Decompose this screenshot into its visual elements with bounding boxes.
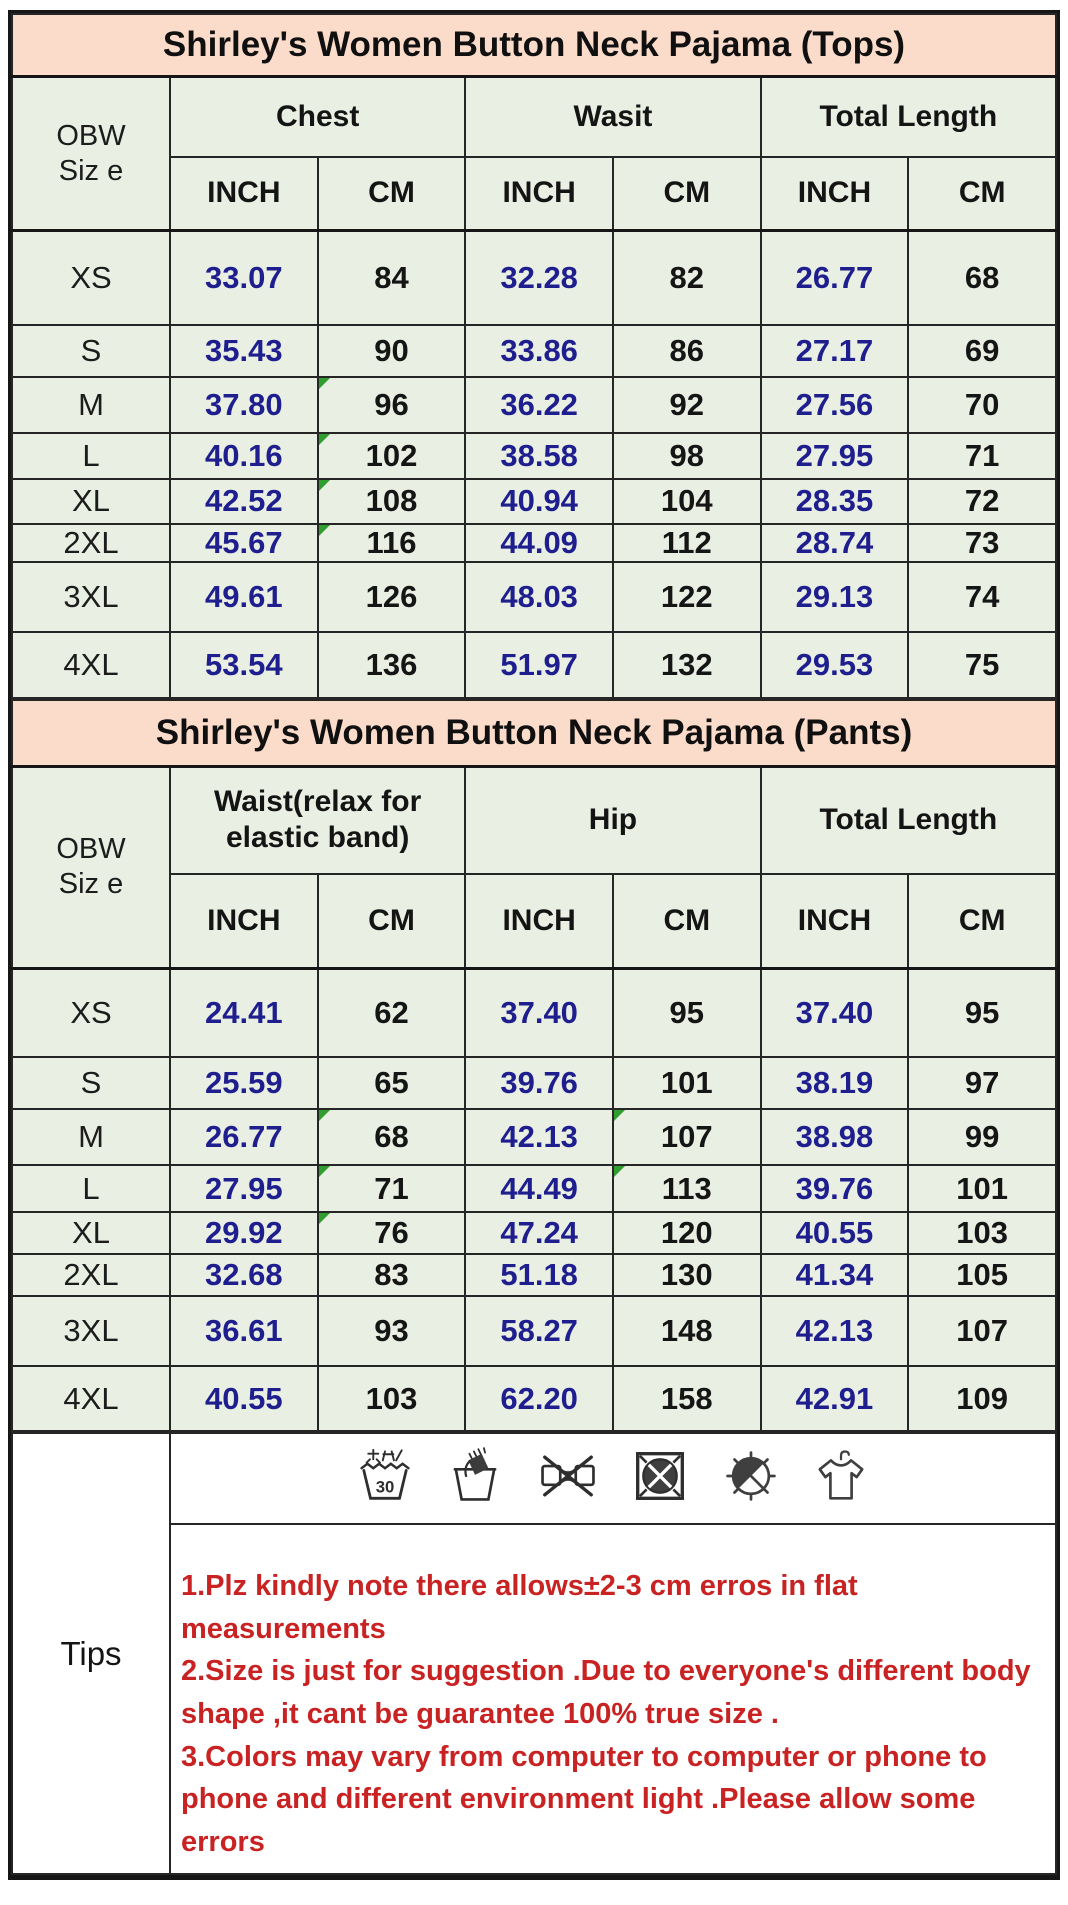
cell-corner-mark <box>319 1213 330 1224</box>
size-label: XS <box>12 968 170 1057</box>
inch-value-cell: 38.58 <box>465 433 613 479</box>
inch-value-cell: 39.76 <box>465 1057 613 1109</box>
inch-value-cell: 40.16 <box>170 433 318 479</box>
inch-unit-header: INCH <box>761 874 909 968</box>
size-label: S <box>12 1057 170 1109</box>
table-row <box>12 524 1056 562</box>
cm-value-cell: 75 <box>908 632 1056 698</box>
cm-value-cell: 90 <box>318 325 466 377</box>
table-row <box>12 1296 1056 1366</box>
hip-header: Hip <box>465 766 760 874</box>
hang-dry-icon <box>812 1447 870 1510</box>
inch-value-cell: 36.22 <box>465 377 613 433</box>
total-length-header: Total Length <box>761 766 1056 874</box>
table-row <box>12 1212 1056 1254</box>
inch-value-cell: 38.98 <box>761 1109 909 1165</box>
inch-value-cell: 26.77 <box>761 231 909 325</box>
cm-value-cell: 102 <box>318 433 466 479</box>
table-row <box>12 479 1056 524</box>
inch-value-cell: 49.61 <box>170 562 318 632</box>
tips-text-cell <box>170 1524 1056 1874</box>
pants-size-table <box>11 699 1057 1433</box>
cm-value-cell: 107 <box>908 1296 1056 1366</box>
cm-value-cell: 132 <box>613 632 761 698</box>
cm-value-cell: 68 <box>318 1109 466 1165</box>
cell-corner-mark <box>319 480 330 491</box>
inch-value-cell: 42.52 <box>170 479 318 524</box>
inch-value-cell: 37.80 <box>170 377 318 433</box>
table-row <box>12 1057 1056 1109</box>
cm-value-cell: 74 <box>908 562 1056 632</box>
tops-title-row <box>12 14 1056 77</box>
size-label: 2XL <box>12 524 170 562</box>
cm-unit-header: CM <box>613 157 761 231</box>
inch-value-cell: 29.92 <box>170 1212 318 1254</box>
size-header-line1: OBW <box>56 833 126 866</box>
inch-unit-header: INCH <box>465 157 613 231</box>
cell-corner-mark <box>319 1166 330 1177</box>
inch-unit-header: INCH <box>170 157 318 231</box>
inch-value-cell: 41.34 <box>761 1254 909 1296</box>
care-icons-row <box>12 1433 1056 1524</box>
total-length-header: Total Length <box>761 77 1056 157</box>
tip-item-1: 1.Plz kindly note there allows±2-3 cm erros in flat measurements <box>181 1570 858 1645</box>
cm-value-cell: 97 <box>908 1057 1056 1109</box>
tip-item-3: 3.Colors may vary from computer to computer or phone to phone and different environment light .Please allow some errors <box>181 1740 987 1858</box>
inch-value-cell: 27.95 <box>170 1165 318 1212</box>
cm-value-cell: 96 <box>318 377 466 433</box>
cm-value-cell: 86 <box>613 325 761 377</box>
cm-value-cell: 62 <box>318 968 466 1057</box>
inch-value-cell: 33.07 <box>170 231 318 325</box>
cm-value-cell: 84 <box>318 231 466 325</box>
cell-corner-mark <box>319 1110 330 1121</box>
cm-value-cell: 103 <box>908 1212 1056 1254</box>
size-column-header <box>12 77 170 231</box>
inch-value-cell: 42.13 <box>465 1109 613 1165</box>
inch-value-cell: 42.91 <box>761 1366 909 1431</box>
cm-value-cell: 148 <box>613 1296 761 1366</box>
inch-value-cell: 39.76 <box>761 1165 909 1212</box>
inch-value-cell: 27.56 <box>761 377 909 433</box>
cm-value-cell: 105 <box>908 1254 1056 1296</box>
tops-group-header-row <box>12 77 1056 157</box>
inch-value-cell: 51.18 <box>465 1254 613 1296</box>
inch-unit-header: INCH <box>465 874 613 968</box>
size-column-header <box>12 766 170 968</box>
table-row <box>12 632 1056 698</box>
size-header-line1: OBW <box>56 119 126 152</box>
cm-value-cell: 101 <box>908 1165 1056 1212</box>
cm-value-cell: 103 <box>318 1366 466 1431</box>
cell-corner-mark <box>319 434 330 445</box>
pants-group-header-row <box>12 766 1056 874</box>
cm-value-cell: 101 <box>613 1057 761 1109</box>
inch-value-cell: 47.24 <box>465 1212 613 1254</box>
cm-value-cell: 112 <box>613 524 761 562</box>
care-icons-cell <box>170 1433 1056 1524</box>
cm-value-cell: 120 <box>613 1212 761 1254</box>
inch-unit-header: INCH <box>761 157 909 231</box>
size-label: 4XL <box>12 632 170 698</box>
inch-value-cell: 37.40 <box>465 968 613 1057</box>
waist-header: Wasit <box>465 77 760 157</box>
waist-elastic-header: Waist(relax for elastic band) <box>170 766 465 874</box>
inch-value-cell: 44.49 <box>465 1165 613 1212</box>
inch-value-cell: 27.95 <box>761 433 909 479</box>
size-label: XL <box>12 1212 170 1254</box>
cm-value-cell: 70 <box>908 377 1056 433</box>
pants-title-row <box>12 700 1056 767</box>
inch-value-cell: 37.40 <box>761 968 909 1057</box>
table-row <box>12 377 1056 433</box>
cm-value-cell: 71 <box>318 1165 466 1212</box>
table-row <box>12 325 1056 377</box>
cm-value-cell: 108 <box>318 479 466 524</box>
inch-value-cell: 62.20 <box>465 1366 613 1431</box>
no-tumble-dry-icon <box>631 1447 689 1510</box>
inch-value-cell: 29.53 <box>761 632 909 698</box>
cm-value-cell: 65 <box>318 1057 466 1109</box>
size-label: 3XL <box>12 1296 170 1366</box>
cm-value-cell: 83 <box>318 1254 466 1296</box>
inch-value-cell: 24.41 <box>170 968 318 1057</box>
inch-value-cell: 28.74 <box>761 524 909 562</box>
tips-label: Tips <box>12 1433 170 1874</box>
size-label: M <box>12 377 170 433</box>
table-row <box>12 968 1056 1057</box>
size-label: 4XL <box>12 1366 170 1431</box>
table-row <box>12 562 1056 632</box>
tip-item-2: 2.Size is just for suggestion .Due to everyone's different body shape ,it cant be guarantee 100% true size . <box>181 1655 1031 1730</box>
inch-value-cell: 40.55 <box>170 1366 318 1431</box>
cell-corner-mark <box>614 1110 625 1121</box>
cm-value-cell: 95 <box>613 968 761 1057</box>
inch-value-cell: 35.43 <box>170 325 318 377</box>
size-label: L <box>12 433 170 479</box>
size-label: 2XL <box>12 1254 170 1296</box>
wash-temperature: 30 <box>375 1477 395 1497</box>
cell-corner-mark <box>614 1166 625 1177</box>
no-sun-dry-icon <box>722 1447 780 1510</box>
cell-corner-mark <box>319 525 330 536</box>
size-label: S <box>12 325 170 377</box>
cm-value-cell: 116 <box>318 524 466 562</box>
inch-value-cell: 51.97 <box>465 632 613 698</box>
cm-unit-header: CM <box>613 874 761 968</box>
size-header-line2: Siz e <box>58 154 124 187</box>
pants-title: Shirley's Women Button Neck Pajama (Pants) <box>12 700 1056 767</box>
size-label: L <box>12 1165 170 1212</box>
inch-value-cell: 25.59 <box>170 1057 318 1109</box>
hand-wash-icon <box>446 1447 504 1510</box>
cm-unit-header: CM <box>318 157 466 231</box>
cm-value-cell: 82 <box>613 231 761 325</box>
tops-size-table <box>11 13 1057 699</box>
inch-value-cell: 36.61 <box>170 1296 318 1366</box>
cm-unit-header: CM <box>908 874 1056 968</box>
inch-value-cell: 33.86 <box>465 325 613 377</box>
cm-value-cell: 130 <box>613 1254 761 1296</box>
table-row <box>12 433 1056 479</box>
cm-value-cell: 69 <box>908 325 1056 377</box>
inch-value-cell: 26.77 <box>170 1109 318 1165</box>
inch-unit-header: INCH <box>170 874 318 968</box>
chest-header: Chest <box>170 77 465 157</box>
inch-value-cell: 58.27 <box>465 1296 613 1366</box>
cm-value-cell: 71 <box>908 433 1056 479</box>
handwash-30-icon <box>356 1447 414 1510</box>
size-header-line2: Siz e <box>58 868 124 900</box>
cm-value-cell: 136 <box>318 632 466 698</box>
cm-value-cell: 122 <box>613 562 761 632</box>
cm-value-cell: 95 <box>908 968 1056 1057</box>
cm-value-cell: 113 <box>613 1165 761 1212</box>
inch-value-cell: 44.09 <box>465 524 613 562</box>
size-label: M <box>12 1109 170 1165</box>
inch-value-cell: 40.55 <box>761 1212 909 1254</box>
cm-unit-header: CM <box>318 874 466 968</box>
no-wring-icon <box>537 1447 599 1510</box>
inch-value-cell: 38.19 <box>761 1057 909 1109</box>
cm-unit-header: CM <box>908 157 1056 231</box>
size-label: XL <box>12 479 170 524</box>
inch-value-cell: 48.03 <box>465 562 613 632</box>
size-chart-sheet <box>8 10 1060 1880</box>
cm-value-cell: 109 <box>908 1366 1056 1431</box>
inch-value-cell: 28.35 <box>761 479 909 524</box>
inch-value-cell: 29.13 <box>761 562 909 632</box>
inch-value-cell: 32.28 <box>465 231 613 325</box>
cm-value-cell: 68 <box>908 231 1056 325</box>
cell-corner-mark <box>319 378 330 389</box>
tips-section <box>11 1432 1057 1875</box>
cm-value-cell: 99 <box>908 1109 1056 1165</box>
cm-value-cell: 76 <box>318 1212 466 1254</box>
inch-value-cell: 45.67 <box>170 524 318 562</box>
table-row <box>12 1366 1056 1431</box>
tops-title: Shirley's Women Button Neck Pajama (Tops) <box>12 14 1056 77</box>
cm-value-cell: 98 <box>613 433 761 479</box>
table-row <box>12 1165 1056 1212</box>
cm-value-cell: 158 <box>613 1366 761 1431</box>
table-row <box>12 1254 1056 1296</box>
cm-value-cell: 72 <box>908 479 1056 524</box>
cm-value-cell: 73 <box>908 524 1056 562</box>
cm-value-cell: 93 <box>318 1296 466 1366</box>
inch-value-cell: 53.54 <box>170 632 318 698</box>
cm-value-cell: 107 <box>613 1109 761 1165</box>
size-label: 3XL <box>12 562 170 632</box>
inch-value-cell: 32.68 <box>170 1254 318 1296</box>
inch-value-cell: 27.17 <box>761 325 909 377</box>
cm-value-cell: 92 <box>613 377 761 433</box>
table-row <box>12 231 1056 325</box>
cm-value-cell: 104 <box>613 479 761 524</box>
table-row <box>12 1109 1056 1165</box>
inch-value-cell: 42.13 <box>761 1296 909 1366</box>
size-label: XS <box>12 231 170 325</box>
inch-value-cell: 40.94 <box>465 479 613 524</box>
cm-value-cell: 126 <box>318 562 466 632</box>
